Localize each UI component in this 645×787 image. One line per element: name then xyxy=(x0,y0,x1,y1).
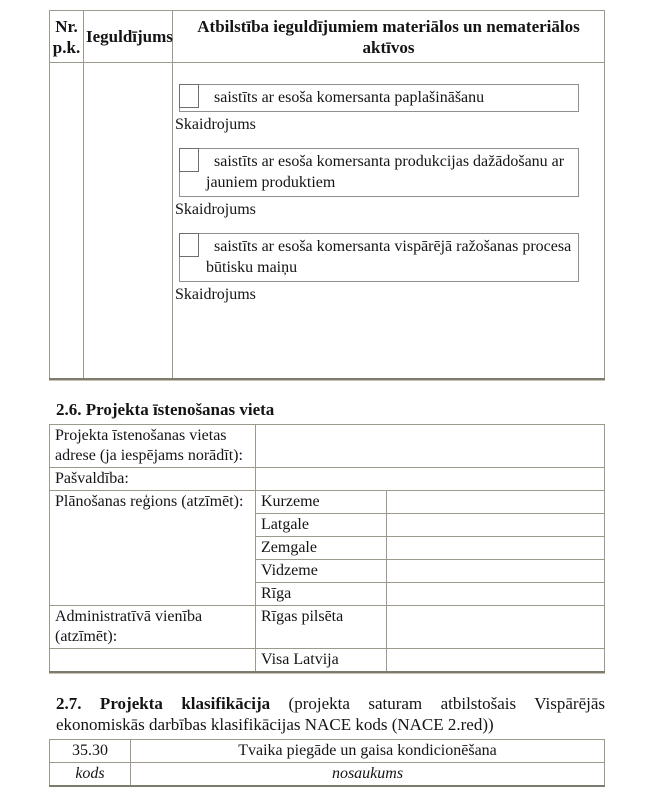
region-mark-cell-zemgale[interactable] xyxy=(387,536,605,559)
section-2-6-title: 2.6. Projekta īstenošanas vieta xyxy=(56,399,275,419)
option-label: saistīts ar esoša komersanta paplašināšanu xyxy=(214,89,485,106)
region-mark-cell-latgale[interactable] xyxy=(387,513,605,536)
option-checkbox-2[interactable] xyxy=(179,148,199,172)
section-2-7-subtitle-part1: (projekta saturam atbilstošais Vispārējās xyxy=(288,693,606,713)
section-2-7-title xyxy=(56,693,605,735)
region-name-zemgale: Zemgale xyxy=(256,536,387,559)
admin-unit-row xyxy=(50,648,605,672)
region-name-vidzeme: Vidzeme xyxy=(256,559,387,582)
nr-pk-input-cell[interactable] xyxy=(50,63,84,379)
nace-name-caption: nosaukums xyxy=(131,762,605,786)
admin-label: Administratīvā vienība (atzīmēt): xyxy=(50,605,256,648)
skaidrojums-label: Skaidrojums xyxy=(175,201,256,218)
municipality-input-cell[interactable] xyxy=(256,467,605,490)
location-table xyxy=(49,424,605,673)
section-2-7-number: 2.7. Projekta klasifikācija xyxy=(56,693,271,713)
municipality-row xyxy=(50,467,605,490)
admin-name-rigas-pilseta: Rīgas pilsēta xyxy=(256,605,387,648)
option-box-1 xyxy=(179,84,579,112)
region-name-latgale: Latgale xyxy=(256,513,387,536)
region-mark-cell-riga[interactable] xyxy=(387,582,605,605)
option-checkbox-1[interactable] xyxy=(179,84,199,108)
nace-code-caption: kods xyxy=(50,762,131,786)
option-box-2 xyxy=(179,148,579,197)
address-input-cell[interactable] xyxy=(256,424,605,467)
municipality-label: Pašvaldība: xyxy=(50,467,256,490)
ieguldijums-input-cell[interactable] xyxy=(84,63,173,379)
admin-mark-cell-rigas-pilseta[interactable] xyxy=(387,605,605,648)
option-group-3 xyxy=(174,233,604,305)
address-label: Projekta īstenošanas vietas adrese (ja iespējams norādīt): xyxy=(50,424,256,467)
skaidrojums-label: Skaidrojums xyxy=(175,286,256,303)
address-row xyxy=(50,424,605,467)
region-row xyxy=(50,490,605,513)
investment-table xyxy=(49,10,605,380)
nace-code: 35.30 xyxy=(50,739,131,762)
nace-caption-row xyxy=(50,762,605,786)
region-name-riga: Rīga xyxy=(256,582,387,605)
document-page xyxy=(49,10,606,787)
nace-value-row xyxy=(50,739,605,762)
skaidrojums-label: Skaidrojums xyxy=(175,116,256,133)
option-checkbox-3[interactable] xyxy=(179,233,199,257)
section-2-7-title-line1 xyxy=(56,693,605,714)
option-box-3 xyxy=(179,233,579,282)
option-group-2 xyxy=(174,148,604,220)
region-label: Plānošanas reģions (atzīmēt): xyxy=(50,490,256,605)
region-name-kurzeme: Kurzeme xyxy=(256,490,387,513)
nace-table xyxy=(49,739,605,787)
option-label: saistīts ar esoša komersanta produkcijas dažādošanu ar jauniem produktiem xyxy=(206,153,565,191)
investment-header-row xyxy=(50,11,605,63)
header-ieguldijums: Ieguldījums xyxy=(84,11,173,63)
admin-unit-row xyxy=(50,605,605,648)
option-group-1 xyxy=(174,84,604,135)
region-mark-cell-vidzeme[interactable] xyxy=(387,559,605,582)
options-cell xyxy=(173,63,605,379)
admin-label-empty-cell xyxy=(50,648,256,672)
nace-name: Tvaika piegāde un gaisa kondicionēšana xyxy=(131,739,605,762)
header-nr-pk: Nr. p.k. xyxy=(50,11,84,63)
admin-mark-cell-visa-latvija[interactable] xyxy=(387,648,605,672)
region-mark-cell-kurzeme[interactable] xyxy=(387,490,605,513)
investment-body-row xyxy=(50,63,605,379)
admin-name-visa-latvija: Visa Latvija xyxy=(256,648,387,672)
header-atbilstiba: Atbilstība ieguldījumiem materiālos un nemateriālos aktīvos xyxy=(173,11,605,63)
section-2-7-title-line2: ekonomiskās darbības klasifikācijas NACE kods (NACE 2.red)) xyxy=(56,714,494,734)
option-label: saistīts ar esoša komersanta vispārējā ražošanas procesa būtisku maiņu xyxy=(206,238,572,276)
